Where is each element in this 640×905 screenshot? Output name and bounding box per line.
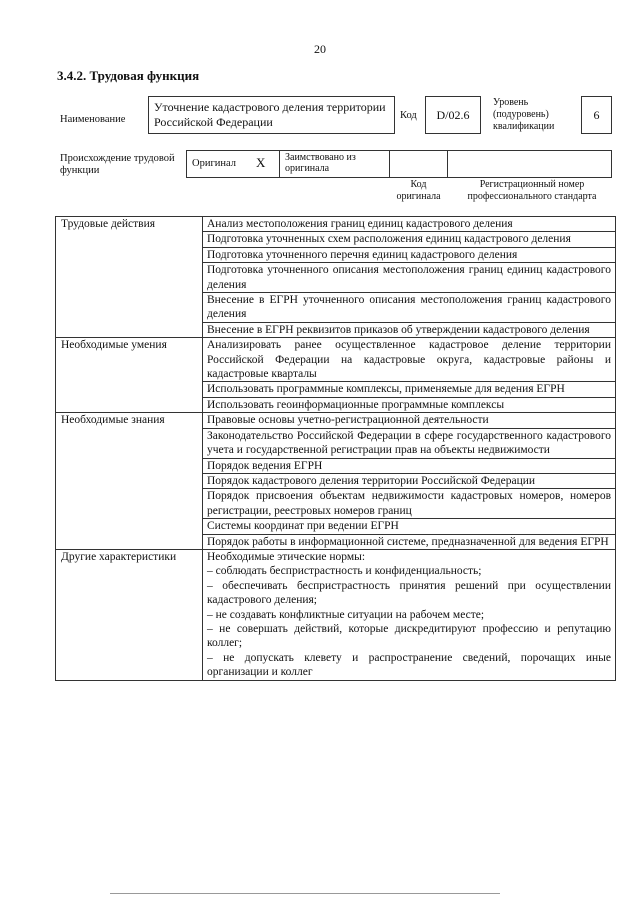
original-label: Оригинал [192, 158, 236, 169]
table-cell: Внесение в ЕГРН уточненного описания местоположения границ кадастрового деления [203, 293, 616, 323]
function-name-value: Уточнение кадастрового деления территории Российской Федерации [154, 100, 386, 129]
page-number: 20 [314, 42, 326, 56]
table-cell: Законодательство Российской Федерации в сфере государственного кадастрового учета и государственной регистрации прав на объекты недвижимости [203, 428, 616, 458]
original-mark: X [256, 155, 266, 170]
table-cell: Порядок работы в информационной системе, предназначенной для ведения ЕГРН [203, 534, 616, 549]
table-row [56, 549, 616, 680]
borrowed-cell [279, 150, 390, 178]
table-cell: Использовать геоинформационные программные комплексы [203, 397, 616, 412]
origin-label: Происхождение трудовой функции [60, 153, 175, 176]
table-cell: Порядок ведения ЕГРН [203, 458, 616, 473]
page-bottom-divider [110, 893, 500, 894]
row-label-other: Другие характеристики [56, 549, 203, 680]
table-cell: Анализ местоположения границ единиц кадастрового деления [203, 217, 616, 232]
table-row [56, 413, 616, 428]
table-cell: Внесение в ЕГРН реквизитов приказов об утверждении кадастрового деления [203, 322, 616, 337]
table-cell: Системы координат при ведении ЕГРН [203, 519, 616, 534]
other-line: – не создавать конфликтные ситуации на рабочем месте; [207, 608, 485, 621]
name-label: Наименование [60, 114, 126, 125]
level-box [581, 96, 612, 134]
row-label-knowledge: Необходимые знания [56, 413, 203, 550]
level-label: Уровень (подуровень) квалификации [493, 97, 555, 132]
other-line: – соблюдать беспристрастность и конфиденциальность; [207, 565, 482, 578]
table-cell: Правовые основы учетно-регистрационной деятельности [203, 413, 616, 428]
code-label: Код [400, 110, 417, 121]
row-label-actions: Трудовые действия [56, 217, 203, 338]
function-code-box [425, 96, 481, 134]
reg-number-cell [447, 150, 612, 178]
other-characteristics-cell [203, 549, 616, 680]
original-cell [186, 150, 280, 178]
table-cell: Анализировать ранее осуществленное кадастровое деление территории Российской Федерации на кадастровые округа, кадастровые районы и кадастровые кварталы [203, 338, 616, 382]
code-original-caption: Код оригинала [396, 179, 441, 202]
function-table [55, 216, 616, 681]
table-row [56, 217, 616, 232]
function-code-value: D/02.6 [436, 107, 470, 122]
table-cell: Порядок присвоения объектам недвижимости кадастровых номеров, номеров регистрации, реестровых номеров границ [203, 489, 616, 519]
table-cell: Использовать программные комплексы, применяемые для ведения ЕГРН [203, 382, 616, 397]
other-line: – не допускать клевету и распространение сведений, порочащих иные организации и коллег [207, 651, 611, 679]
function-name-box [148, 96, 395, 134]
code-original-cell [389, 150, 448, 178]
table-cell: Подготовка уточненного перечня единиц кадастрового деления [203, 247, 616, 262]
row-label-skills: Необходимые умения [56, 338, 203, 413]
table-cell: Подготовка уточненного описания местоположения границ единиц кадастрового деления [203, 263, 616, 293]
other-line: – обеспечивать беспристрастность принятия решений при осуществлении кадастрового деления; [207, 579, 611, 607]
table-cell: Порядок кадастрового деления территории Российской Федерации [203, 473, 616, 488]
other-line: Необходимые этические нормы: [207, 550, 366, 563]
table-row [56, 338, 616, 382]
section-title: 3.4.2. Трудовая функция [57, 68, 200, 83]
reg-number-caption: Регистрационный номер профессионального стандарта [467, 179, 597, 202]
table-cell: Подготовка уточненных схем расположения единиц кадастрового деления [203, 232, 616, 247]
borrowed-label: Заимствовано из оригинала [285, 152, 356, 174]
level-value: 6 [593, 107, 600, 122]
other-line: – не совершать действий, которые дискредитируют профессию и репутацию коллег; [207, 622, 611, 650]
